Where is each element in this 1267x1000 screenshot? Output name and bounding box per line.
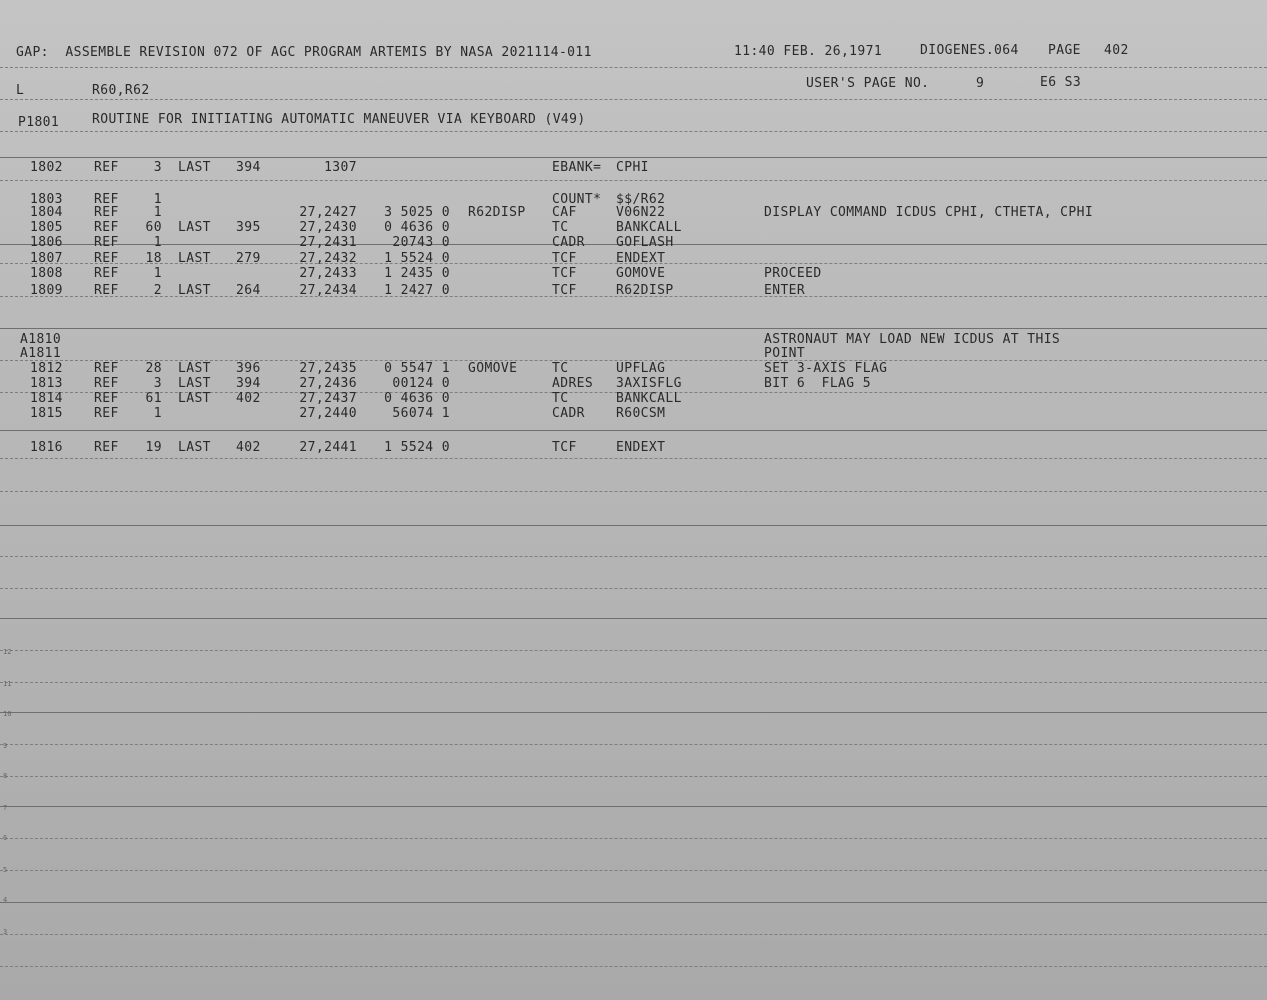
paper-rule (0, 712, 1267, 713)
listing-addr: 27,2427 (299, 205, 357, 220)
bank-code: E6 S3 (1040, 75, 1082, 90)
listing-last: LAST (178, 160, 211, 175)
listing-label: R62DISP (468, 205, 526, 220)
listing-refnum: 2 (153, 283, 162, 298)
listing-lastnum: 279 (236, 251, 261, 266)
listing-comment: SET 3-AXIS FLAG (764, 361, 888, 376)
listing-operand: GOMOVE (616, 266, 666, 281)
listing-refnum: 61 (145, 391, 162, 406)
paper-rule (0, 682, 1267, 683)
paper-rule (0, 180, 1267, 181)
listing-ref: REF (94, 160, 119, 175)
listing-addr: 27,2430 (299, 220, 357, 235)
listing-lastnum: 394 (236, 376, 261, 391)
listing-code: 0 4636 0 (384, 220, 450, 235)
listing-op: TCF (552, 283, 577, 298)
listing-ref: REF (94, 251, 119, 266)
listing-ref: REF (94, 192, 119, 207)
listing-line: 1815 (30, 406, 63, 421)
listing-ref: REF (94, 406, 119, 421)
listing-op: TC (552, 220, 569, 235)
listing-line: A1810 (20, 332, 62, 347)
line-marker: L (16, 83, 25, 98)
assembly-header: GAP: ASSEMBLE REVISION 072 OF AGC PROGRAM ARTEMIS BY NASA 2021114-011 (16, 45, 592, 60)
listing-operand: R60CSM (616, 406, 666, 421)
listing-lastnum: 402 (236, 391, 261, 406)
user-page-label: USER'S PAGE NO. (806, 76, 930, 91)
listing-line: 1814 (30, 391, 63, 406)
paper-rule (0, 491, 1267, 492)
assembler-version: DIOGENES.064 (920, 43, 1019, 58)
listing-row (0, 406, 1267, 421)
paper-rule (0, 458, 1267, 459)
listing-refnum: 1 (153, 205, 162, 220)
listing-addr: 27,2441 (299, 440, 357, 455)
listing-comment: ASTRONAUT MAY LOAD NEW ICDUS AT THIS (764, 332, 1061, 347)
listing-operand: GOFLASH (616, 235, 674, 250)
listing-addr: 27,2432 (299, 251, 357, 266)
listing-ref: REF (94, 376, 119, 391)
paper-rule (0, 934, 1267, 935)
paper-rule (0, 806, 1267, 807)
margin-number: 3 (3, 928, 8, 936)
listing-ref: REF (94, 361, 119, 376)
listing-ref: REF (94, 283, 119, 298)
listing-row (0, 346, 1267, 361)
listing-line: 1804 (30, 205, 63, 220)
margin-number: 4 (3, 896, 8, 904)
listing-refnum: 3 (153, 376, 162, 391)
listing-op: CADR (552, 406, 585, 421)
listing-lastnum: 402 (236, 440, 261, 455)
listing-line: 1808 (30, 266, 63, 281)
listing-code: 0 5547 1 (384, 361, 450, 376)
listing-code: 00124 0 (392, 376, 450, 391)
listing-op: TCF (552, 440, 577, 455)
listing-operand: CPHI (616, 160, 649, 175)
listing-op: TC (552, 391, 569, 406)
listing-operand: V06N22 (616, 205, 666, 220)
margin-number: 6 (3, 834, 8, 842)
paper-rule (0, 618, 1267, 619)
listing-code: 20743 0 (392, 235, 450, 250)
paper-rule (0, 588, 1267, 589)
listing-comment: BIT 6 FLAG 5 (764, 376, 871, 391)
paper-rule (0, 902, 1267, 903)
page-number: 402 (1104, 43, 1129, 58)
listing-operand: BANKCALL (616, 391, 682, 406)
paper-rule (0, 650, 1267, 651)
listing-op: CAF (552, 205, 577, 220)
listing-label: GOMOVE (468, 361, 518, 376)
listing-code: 1 5524 0 (384, 440, 450, 455)
listing-operand: $$/R62 (616, 192, 666, 207)
listing-code: 1 2427 0 (384, 283, 450, 298)
page-label: PAGE (1048, 43, 1081, 58)
paper-rule (0, 525, 1267, 526)
margin-number: 7 (3, 804, 8, 812)
listing-op: EBANK= (552, 160, 602, 175)
listing-op: TCF (552, 251, 577, 266)
listing-line: 1813 (30, 376, 63, 391)
listing-code: 1 5524 0 (384, 251, 450, 266)
listing-addr: 27,2434 (299, 283, 357, 298)
listing-last: LAST (178, 391, 211, 406)
paper-rule (0, 838, 1267, 839)
listing-row (0, 220, 1267, 235)
listing-op: ADRES (552, 376, 594, 391)
listing-last: LAST (178, 220, 211, 235)
margin-number: 12 (3, 648, 12, 656)
user-page-number: 9 (976, 76, 985, 91)
margin-number: 5 (3, 866, 8, 874)
listing-code: 56074 1 (392, 406, 450, 421)
listing-line: 1807 (30, 251, 63, 266)
paper-rule (0, 966, 1267, 967)
listing-operand: ENDEXT (616, 251, 666, 266)
listing-row (0, 391, 1267, 406)
listing-ref: REF (94, 440, 119, 455)
listing-code: 1 2435 0 (384, 266, 450, 281)
listing-addr: 27,2437 (299, 391, 357, 406)
listing-ref: REF (94, 391, 119, 406)
listing-addr: 27,2435 (299, 361, 357, 376)
listing-code: 3 5025 0 (384, 205, 450, 220)
listing-row (0, 376, 1267, 391)
listing-ref: REF (94, 266, 119, 281)
listing-comment: PROCEED (764, 266, 822, 281)
section-id: P1801 (18, 115, 60, 130)
margin-number: 11 (3, 680, 12, 688)
listing-addr: 1307 (324, 160, 357, 175)
listing-refnum: 60 (145, 220, 162, 235)
listing-ref: REF (94, 220, 119, 235)
listing-operand: R62DISP (616, 283, 674, 298)
paper-rule (0, 744, 1267, 745)
listing-row (0, 283, 1267, 298)
listing-code: 0 4636 0 (384, 391, 450, 406)
listing-addr: 27,2431 (299, 235, 357, 250)
listing-line: A1811 (20, 346, 62, 361)
listing-lastnum: 264 (236, 283, 261, 298)
paper-rule (0, 328, 1267, 329)
listing-row (0, 235, 1267, 250)
listing-line: 1806 (30, 235, 63, 250)
listing-line: 1803 (30, 192, 63, 207)
listing-lastnum: 396 (236, 361, 261, 376)
listing-ref: REF (94, 205, 119, 220)
paper-rule (0, 157, 1267, 158)
paper-rule (0, 67, 1267, 68)
listing-line: 1812 (30, 361, 63, 376)
paper-rule (0, 430, 1267, 431)
paper-rule (0, 99, 1267, 100)
listing-line: 1805 (30, 220, 63, 235)
listing-comment: POINT (764, 346, 806, 361)
listing-last: LAST (178, 440, 211, 455)
listing-refnum: 1 (153, 235, 162, 250)
margin-number: 8 (3, 772, 8, 780)
listing-addr: 27,2440 (299, 406, 357, 421)
margin-number: 9 (3, 742, 8, 750)
listing-lastnum: 394 (236, 160, 261, 175)
listing-line: 1816 (30, 440, 63, 455)
listing-refnum: 3 (153, 160, 162, 175)
listing-op: TC (552, 361, 569, 376)
listing-operand: BANKCALL (616, 220, 682, 235)
listing-ref: REF (94, 235, 119, 250)
listing-row (0, 251, 1267, 266)
listing-op: CADR (552, 235, 585, 250)
listing-last: LAST (178, 251, 211, 266)
listing-row (0, 160, 1267, 175)
listing-operand: ENDEXT (616, 440, 666, 455)
listing-refnum: 1 (153, 266, 162, 281)
listing-refnum: 1 (153, 406, 162, 421)
margin-number: 10 (3, 710, 12, 718)
section-title: ROUTINE FOR INITIATING AUTOMATIC MANEUVER VIA KEYBOARD (V49) (92, 112, 586, 127)
listing-operand: 3AXISFLG (616, 376, 682, 391)
paper-rule (0, 131, 1267, 132)
listing-row (0, 361, 1267, 376)
listing-comment: ENTER (764, 283, 806, 298)
listing-op: COUNT* (552, 192, 602, 207)
assembly-timestamp: 11:40 FEB. 26,1971 (734, 44, 883, 59)
listing-op: TCF (552, 266, 577, 281)
paper-rule (0, 870, 1267, 871)
listing-row (0, 332, 1267, 347)
listing-addr: 27,2436 (299, 376, 357, 391)
listing-lastnum: 395 (236, 220, 261, 235)
paper-rule (0, 556, 1267, 557)
listing-comment: DISPLAY COMMAND ICDUS CPHI, CTHETA, CPHI (764, 205, 1094, 220)
listing-last: LAST (178, 283, 211, 298)
listing-line: 1802 (30, 160, 63, 175)
listing-refnum: 19 (145, 440, 162, 455)
routine-ids: R60,R62 (92, 83, 150, 98)
listing-row (0, 266, 1267, 281)
listing-addr: 27,2433 (299, 266, 357, 281)
listing-last: LAST (178, 376, 211, 391)
listing-operand: UPFLAG (616, 361, 666, 376)
listing-refnum: 18 (145, 251, 162, 266)
paper-rule (0, 776, 1267, 777)
listing-last: LAST (178, 361, 211, 376)
listing-row (0, 205, 1267, 220)
listing-row (0, 440, 1267, 455)
listing-line: 1809 (30, 283, 63, 298)
listing-refnum: 28 (145, 361, 162, 376)
listing-refnum: 1 (153, 192, 162, 207)
